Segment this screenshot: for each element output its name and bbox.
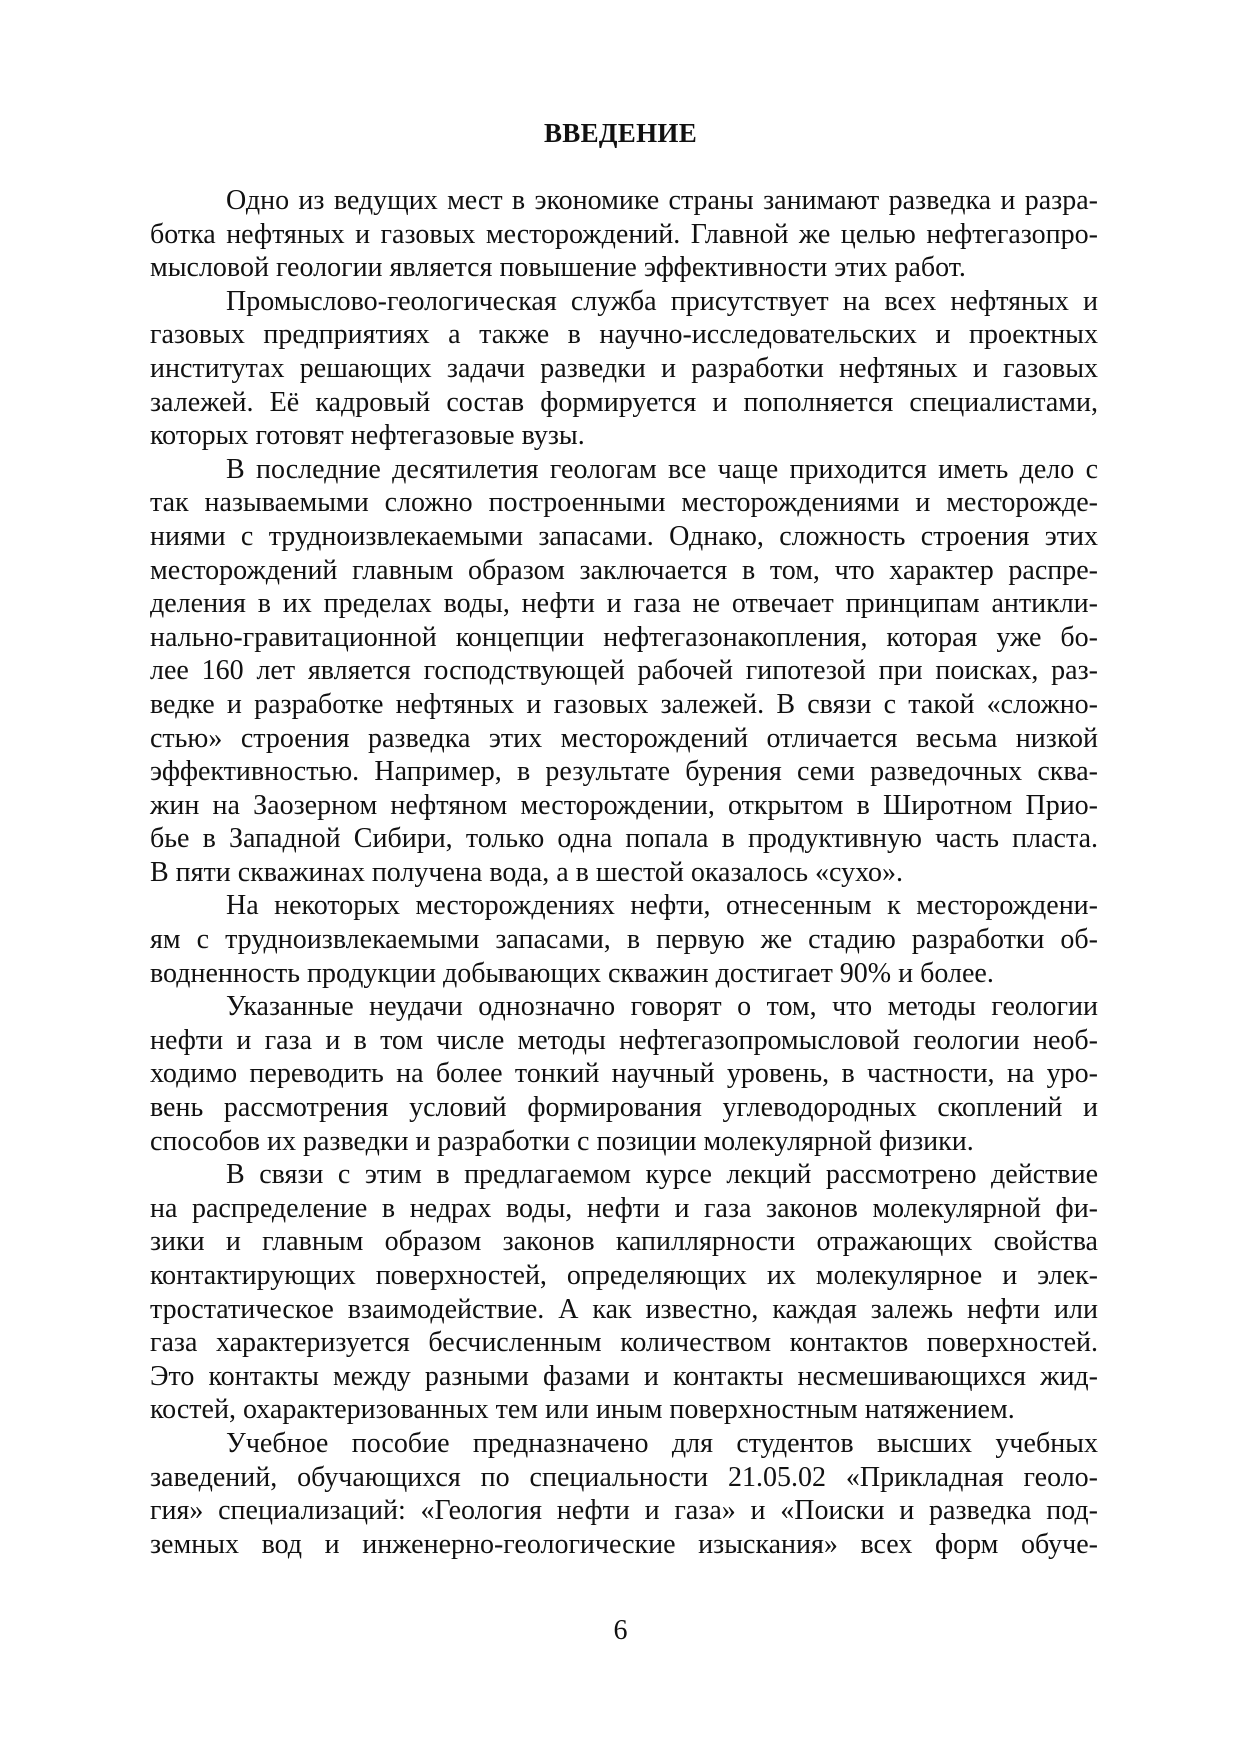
text-line: институтах решающих задачи разведки и разработки нефтяных и газовых xyxy=(150,352,1098,384)
text-line: контактирующих поверхностей, определяющих их молекулярное и элек- xyxy=(150,1260,1098,1291)
section-heading: ВВЕДЕНИЕ xyxy=(543,118,698,148)
text-line: которых готовят нефтегазовые вузы. xyxy=(150,420,585,452)
paragraph xyxy=(150,990,1098,1158)
text-line: В связи с этим в предлагаемом курсе лекций рассмотрено действие xyxy=(226,1159,1098,1191)
paragraph xyxy=(150,1158,1098,1427)
text-line: На некоторых месторождениях нефти, отнесенным к месторождени- xyxy=(226,890,1098,922)
text-line: вень рассмотрения условий формирования углеводородных скоплений и xyxy=(150,1092,1098,1124)
text-line: ведке и разработке нефтяных и газовых залежей. В связи с такой «сложно- xyxy=(150,688,1098,720)
paragraph xyxy=(150,184,1098,285)
text-line: эффективностью. Например, в результате бурения семи разведочных сква- xyxy=(150,756,1098,788)
text-line: мысловой геологии является повышение эффективности этих работ. xyxy=(150,252,966,284)
text-line: лее 160 лет является господствующей рабочей гипотезой при поисках, раз- xyxy=(150,655,1098,687)
text-line: на распределение в недрах воды, нефти и газа законов молекулярной фи- xyxy=(150,1192,1098,1224)
text-line: заведений, обучающихся по специальности 21.05.02 «Прикладная геоло- xyxy=(150,1461,1098,1493)
paragraph xyxy=(150,1427,1098,1561)
text-line: месторождений главным образом заключается в том, что характер распре- xyxy=(150,554,1098,586)
text-line: В последние десятилетия геологам все чаще приходится иметь дело с xyxy=(226,453,1098,485)
text-line: деления в их пределах воды, нефти и газа не отвечает принципам антикли- xyxy=(150,588,1098,620)
text-line: костей, охарактеризованных тем или иным поверхностным натяжением. xyxy=(150,1394,1015,1426)
text-line: земных вод и инженерно-геологические изыскания» всех форм обуче- xyxy=(150,1528,1098,1560)
text-line: ходимо переводить на более тонкий научный уровень, в частности, на уро- xyxy=(150,1058,1098,1090)
text-line: Одно из ведущих мест в экономике страны занимают разведка и разра- xyxy=(226,185,1098,216)
text-line: жин на Заозерном нефтяном месторождении, открытом в Широтном Прио- xyxy=(150,789,1098,821)
text-line: залежей. Её кадровый состав формируется и пополняется специалистами, xyxy=(150,386,1098,418)
body-text xyxy=(150,184,1098,1561)
text-line: Указанные неудачи однозначно говорят о том, что методы геологии xyxy=(226,991,1098,1023)
text-line: ям с трудноизвлекаемыми запасами, в первую же стадию разработки об- xyxy=(150,924,1098,956)
text-line: ниями с трудноизвлекаемыми запасами. Однако, сложность строения этих xyxy=(150,520,1098,552)
text-line: бье в Западной Сибири, только одна попала в продуктивную часть пласта. xyxy=(150,823,1098,855)
text-line: тростатическое взаимодействие. А как известно, каждая залежь нефти или xyxy=(150,1293,1098,1325)
text-line: нефти и газа и в том числе методы нефтегазопромысловой геологии необ- xyxy=(150,1024,1098,1056)
text-line: газа характеризуется бесчисленным количеством контактов поверхностей. xyxy=(150,1327,1098,1359)
text-line: зики и главным образом законов капиллярности отражающих свойства xyxy=(150,1226,1098,1258)
text-line: водненность продукции добывающих скважин достигает 90% и более. xyxy=(150,957,994,989)
page-number: 6 xyxy=(613,1615,628,1646)
paragraph xyxy=(150,285,1098,453)
paragraph xyxy=(150,889,1098,990)
text-line: Учебное пособие предназначено для студентов высших учебных xyxy=(226,1427,1098,1459)
text-line: нально-гравитационной концепции нефтегазонакопления, которая уже бо- xyxy=(150,621,1098,653)
text-line: Промыслово-геологическая служба присутствует на всех нефтяных и xyxy=(226,285,1098,317)
text-line: Это контакты между разными фазами и контакты несмешивающихся жид- xyxy=(150,1360,1098,1392)
text-line: стью» строения разведка этих месторождений отличается весьма низкой xyxy=(150,722,1098,754)
text-line: так называемыми сложно построенными месторождениями и месторожде- xyxy=(150,487,1098,519)
text-line: В пяти скважинах получена вода, а в шестой оказалось «сухо». xyxy=(150,856,904,888)
text-line: газовых предприятиях а также в научно-исследовательских и проектных xyxy=(150,319,1098,351)
paragraph xyxy=(150,453,1098,890)
text-line: ботка нефтяных и газовых месторождений. Главной же целью нефтегазопро- xyxy=(150,218,1098,250)
text-line: способов их разведки и разработки с позиции молекулярной физики. xyxy=(150,1125,974,1157)
text-line: гия» специализаций: «Геология нефти и газа» и «Поиски и разведка под- xyxy=(150,1495,1098,1527)
